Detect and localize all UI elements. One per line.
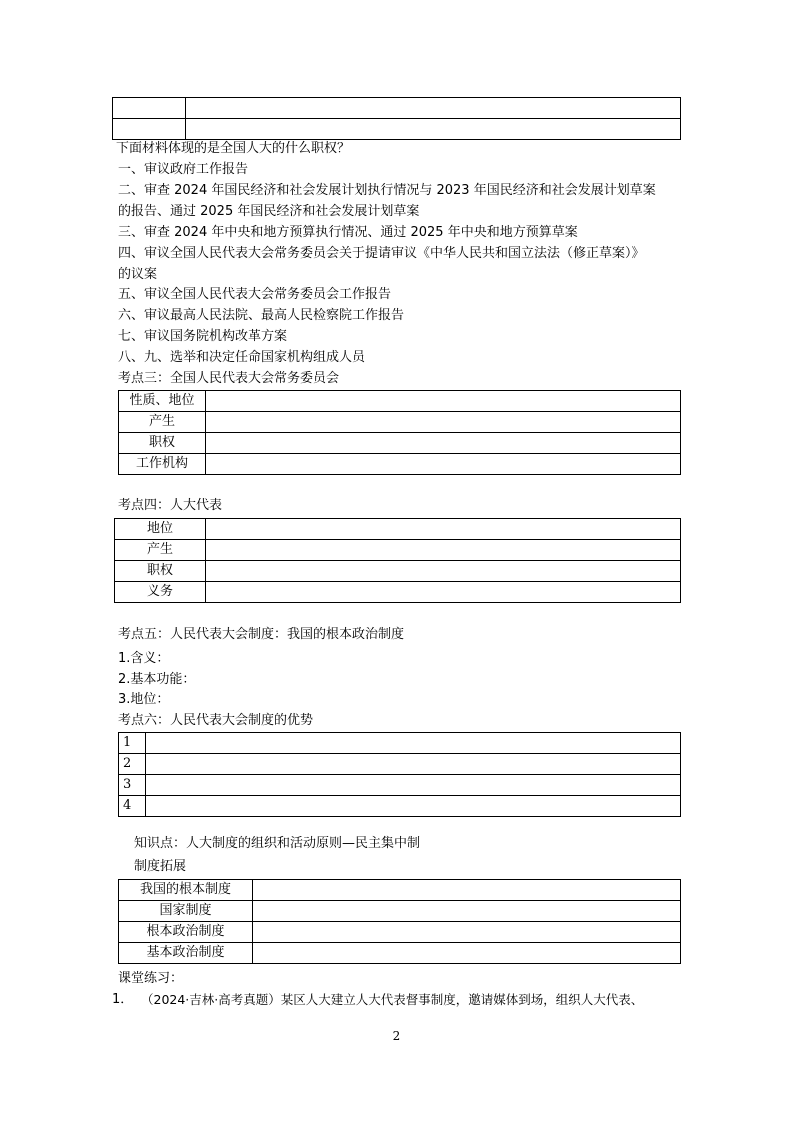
- table-row: [115, 519, 681, 540]
- exercise-number: 1．: [112, 992, 134, 1007]
- table-row: [119, 943, 681, 964]
- table-zdtz: [118, 879, 681, 964]
- question-intro: 下面材料体现的是全国人大的什么职权？: [116, 141, 351, 156]
- table-row: [113, 98, 681, 119]
- table-row: [119, 733, 681, 754]
- row-label: 根本政治制度: [119, 922, 253, 943]
- knowledge-point: 知识点：人大制度的组织和活动原则—民主集中制: [134, 836, 421, 851]
- row-label: 职权: [115, 561, 206, 582]
- page-number: 2: [392, 1029, 401, 1043]
- row-label: 义务: [115, 582, 206, 603]
- table-kd3: [118, 390, 681, 475]
- list-item: 七、审议国务院机构改革方案: [118, 329, 288, 344]
- table-row: [119, 880, 681, 901]
- table-row: [115, 582, 681, 603]
- row-number: 2: [119, 754, 146, 775]
- table-row: [119, 796, 681, 817]
- row-number: 4: [119, 796, 146, 817]
- row-label: 我国的根本制度: [119, 880, 253, 901]
- row-label: 性质、地位: [119, 391, 206, 412]
- row-number: 3: [119, 775, 146, 796]
- table-row: [119, 754, 681, 775]
- list-item: 八、九、选举和决定任命国家机构组成人员: [118, 350, 366, 365]
- table-kd4: [114, 518, 681, 603]
- list-item: 1.含义：: [118, 651, 170, 666]
- exercise-text: （2024·吉林·高考真题）某区人大建立人大代表督事制度，邀请媒体到场，组织人大代表、: [141, 992, 644, 1007]
- row-label: 地位: [115, 519, 206, 540]
- section-heading-kd3: 考点三：全国人民代表大会常务委员会: [118, 371, 340, 386]
- row-number: 1: [119, 733, 146, 754]
- list-item: 二、审查 2024 年国民经济和社会发展计划执行情况与 2023 年国民经济和社会发展计划草案: [118, 183, 656, 198]
- section-heading-kd5: 考点五：人民代表大会制度：我国的根本政治制度: [118, 627, 405, 642]
- section-heading-zdtz: 制度拓展: [134, 859, 187, 874]
- row-label: 基本政治制度: [119, 943, 253, 964]
- list-item: 五、审议全国人民代表大会常务委员会工作报告: [118, 287, 392, 302]
- table-row: [119, 412, 681, 433]
- table-row: [119, 775, 681, 796]
- row-label: 国家制度: [119, 901, 253, 922]
- table-row: [119, 433, 681, 454]
- table-row: [119, 391, 681, 412]
- list-item: 六、审议最高人民法院、最高人民检察院工作报告: [118, 308, 405, 323]
- row-label: 工作机构: [119, 454, 206, 475]
- table-row: [115, 561, 681, 582]
- top-table: [112, 97, 681, 140]
- row-label: 产生: [115, 540, 206, 561]
- list-item: 2.基本功能：: [118, 672, 196, 687]
- list-item: 三、审查 2024 年中央和地方预算执行情况、通过 2025 年中央和地方预算草案: [118, 225, 578, 240]
- section-heading-practice: 课堂练习：: [118, 971, 184, 986]
- section-heading-kd6: 考点六：人民代表大会制度的优势: [118, 713, 314, 728]
- list-item: 一、审议政府工作报告: [118, 162, 249, 177]
- row-label: 产生: [119, 412, 206, 433]
- table-kd6: [118, 732, 681, 817]
- list-item: 的报告、通过 2025 年国民经济和社会发展计划草案: [118, 204, 420, 219]
- table-row: [119, 454, 681, 475]
- table-row: [113, 119, 681, 140]
- list-item: 的议案: [118, 267, 158, 282]
- table-row: [119, 922, 681, 943]
- section-heading-kd4: 考点四：人大代表: [118, 498, 223, 513]
- row-label: 职权: [119, 433, 206, 454]
- table-row: [119, 901, 681, 922]
- table-row: [115, 540, 681, 561]
- list-item: 3.地位：: [118, 692, 170, 707]
- list-item: 四、审议全国人民代表大会常务委员会关于提请审议《中华人民共和国立法法（修正草案）》: [118, 246, 645, 261]
